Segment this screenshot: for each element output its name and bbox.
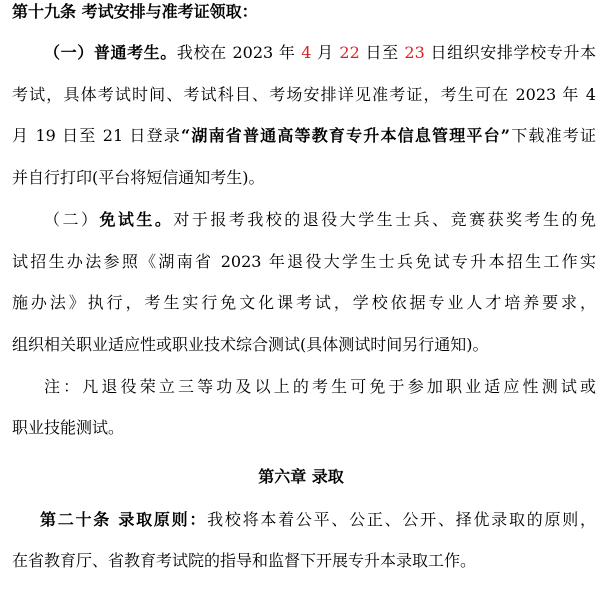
article-19-p1-line3 [12,126,596,146]
chapter-6-title: 第六章 录取 [258,467,344,486]
text-segment: 我校在 2023 年 [176,43,302,62]
text-segment: （二） [44,210,100,229]
article-19-p1-line1 [44,43,596,63]
article-19-p2-line4: 组织相关职业适应性或职业技术综合测试(具体测试时间另行通知)。 [12,335,489,354]
article-19-p2-line1 [44,210,596,230]
article-19-p2-line2: 试招生办法参照《湖南省 2023 年退役大学生士兵免试专升本招生工作实 [12,252,596,271]
note-line2: 职业技能测试。 [12,418,125,437]
note-line1: 注：凡退役荣立三等功及以上的考生可免于参加职业适应性测试或 [44,377,596,396]
exempt-candidate-label: 免试生。 [99,210,174,229]
article-20-label: 第二十条 录取原则： [40,510,208,529]
text-segment: 月 19 日至 21 日登录 [12,126,181,145]
exam-end-day: 23 [404,43,425,62]
text-segment: 日组织安排学校专升本 [424,43,596,62]
article-20-line1 [40,510,596,530]
article-19-p2-line3: 施办法》执行，考生实行免文化课考试，学校依据专业人才培养要求， [12,293,596,312]
article-19-title: 第十九条 考试安排与准考证领取： [12,2,258,21]
text-segment: 月 [311,43,340,62]
exam-month: 4 [301,43,312,62]
text-segment: 下载准考证 [510,126,596,145]
article-20-line2: 在省教育厅、省教育考试院的指导和监督下开展专升本录取工作。 [12,551,477,570]
platform-name: “湖南省普通高等教育专升本信息管理平台” [180,126,511,145]
article-19-p1-line4: 并自行打印(平台将短信通知考生)。 [12,168,265,187]
article-19-p1-line2: 考试，具体考试时间、考试科目、考场安排详见准考证，考生可在 2023 年 4 [12,85,596,104]
text-segment: 我校将本着公平、公正、公开、择优录取的原则， [207,510,596,529]
text-segment: 对于报考我校的退役大学生士兵、竞赛获奖考生的免 [173,210,596,229]
exam-start-day: 22 [339,43,360,62]
regular-candidate-label: （一）普通考生。 [44,43,177,62]
text-segment: 日至 [359,43,405,62]
